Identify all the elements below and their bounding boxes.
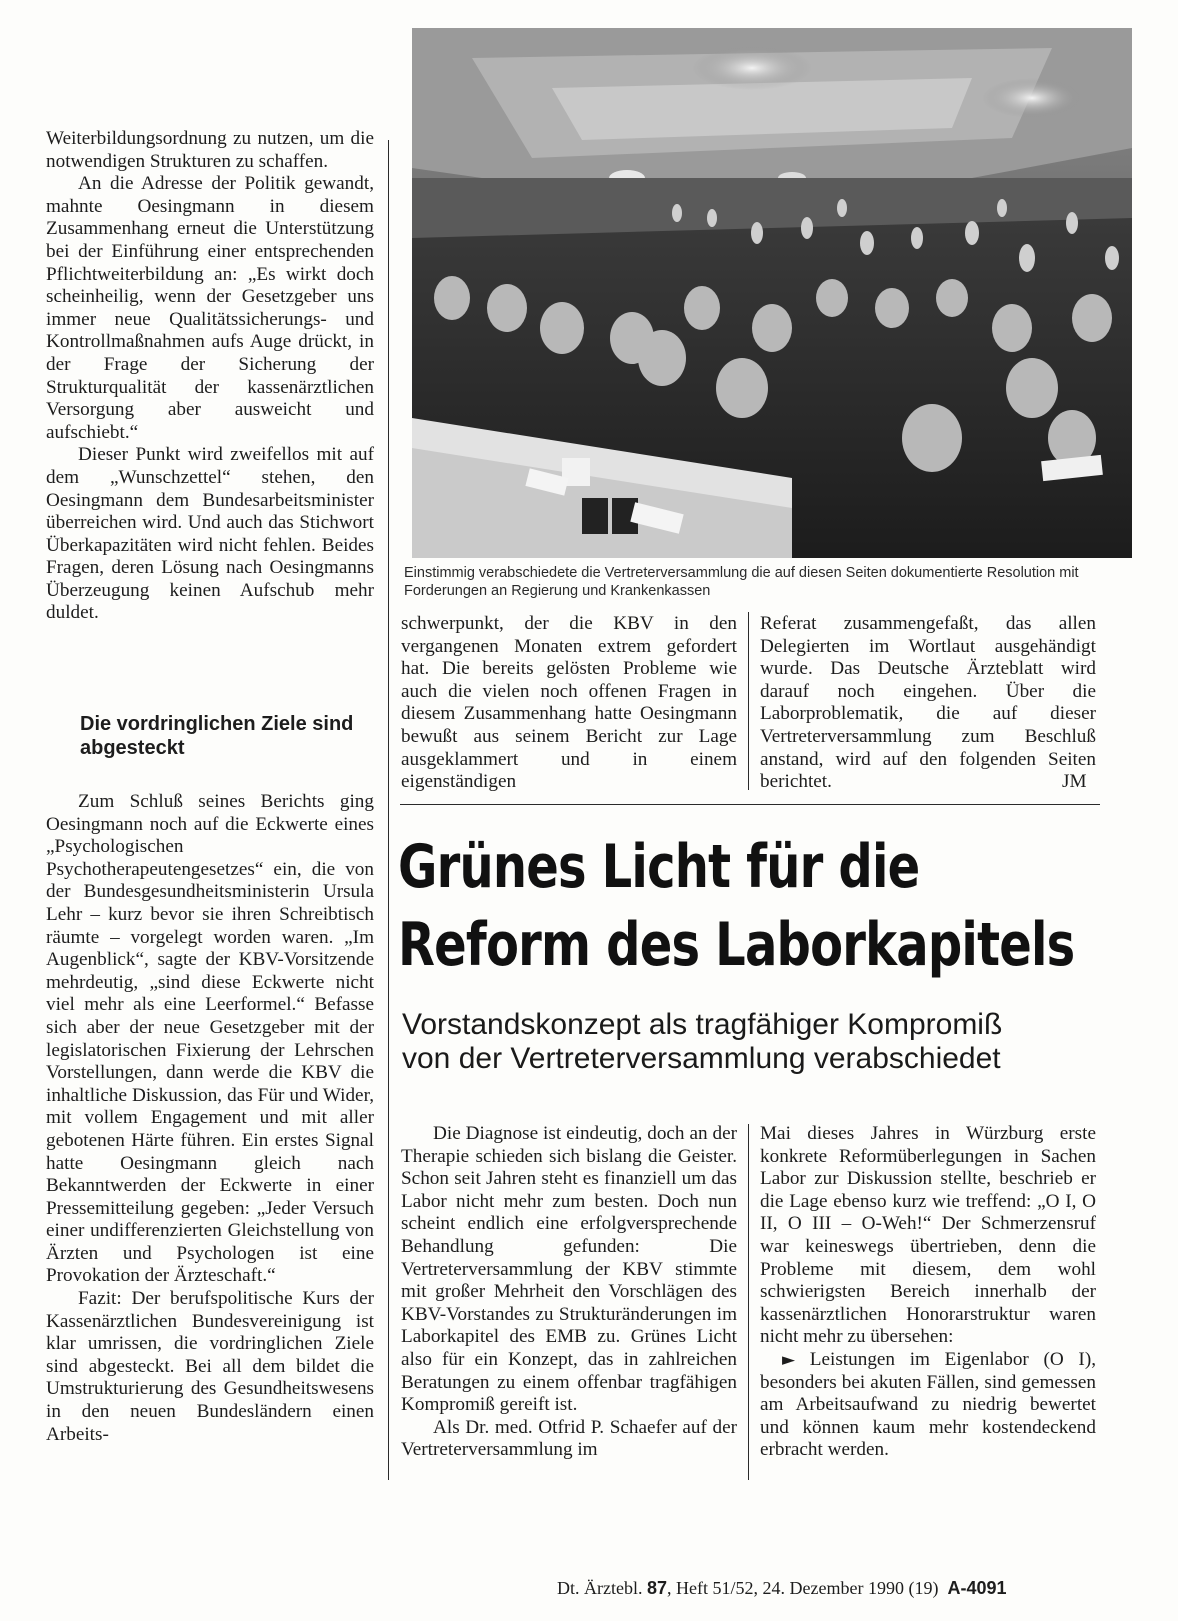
journal-name: Dt. Ärztebl.	[557, 1578, 643, 1598]
column-rule	[748, 612, 749, 790]
issue-info: , Heft 51/52, 24. Dezember 1990 (19)	[667, 1578, 939, 1598]
photo-caption: Einstimmig verabschiedete die Vertreterversammlung die auf diesen Seiten dokumentierte Resolution mit Forderungen an Regierung und Krankenkassen	[404, 565, 1079, 599]
left-column	[46, 128, 374, 625]
paragraph: Die Diagnose ist eindeutig, doch an der Therapie schieden sich bislang die Geister. Schon seit Jahren steht es finanziell um das Labor nicht mehr zum besten. Doch nun scheint endlich eine erfolgversprechende Behandlung gefunden: Die Vertreterversammlung der KBV stimmte mit großer Mehrheit den Vorschlägen des KBV-Vorstandes zu Strukturänderungen im Laborkapitel des EMB zu. Grünes Licht also für ein Konzept, das in zahlreichen Beratungen zu einem offenbar tragfähigen Kompromiß gereift ist.	[401, 1123, 737, 1416]
page-footer	[557, 1578, 1007, 1599]
page-number: A-4091	[947, 1578, 1007, 1598]
paragraph: Zum Schluß seines Berichts ging Oesingmann noch auf die Eckwerte eines „Psychologischen Psychotherapeutengesetzes“ ein, die von der Bundesgesundheitsministerin Ursula Lehr – kurz bevor sie ihren Schreibtisch räumte – vorgelegt worden waren. „Im Augenblick“, sagte der KBV-Vorsitzende mehrdeutig, „sind diese Eckwerte nicht viel mehr als eine Leerformel.“ Befasse sich aber der neue Gesetzgeber mit der legislatorischen Fixierung der Lehrschen Vorstellungen, dann werde die KBV die inhaltliche Diskussion, das Für und Wider, mit vollem Engagement und mit aller gebotenen Härte führen. Ein erstes Signal hatte Oesingmann gleich nach Bekanntwerden der Eckwerte in einer Pressemitteilung gegeben: „Jeder Versuch einer undifferenzierten Gleichstellung von Ärzten und Psychologen ist eine Provokation der Ärzteschaft.“	[46, 791, 374, 1287]
deck-line-1: Vorstandskonzept als tragfähiger Kompromiß	[402, 1008, 1003, 1041]
paragraph: schwerpunkt, der die KBV in den vergangenen Monaten extrem gefordert hat. Die bereits gelösten Probleme wie auch die vielen noch offenen Fragen in diesem Zusammenhang hatte Oesingmann bewußt aus seinem Bericht zur Lage ausgeklammert und in einem eigenständigen	[401, 613, 737, 793]
paragraph: Mai dieses Jahres in Würzburg erste konkrete Reformüberlegungen in Sachen Labor zur Diskussion stellte, beschrieb er die Lage ebenso kurz wie treffend: „O I, O II, O III – O-Weh!“ Der Schmerzensruf war keineswegs übertrieben, denn die Probleme mit diesem, dem wohl schwierigsten Bereich innerhalb der kassenärztlichen Honorarstruktur waren nicht mehr zu übersehen:	[760, 1123, 1096, 1348]
right-column-top	[760, 613, 1096, 794]
article-middle-column	[401, 1123, 737, 1462]
deck-line-2: von der Vertreterversammlung verabschiedet	[402, 1042, 1001, 1075]
author-initials: JM	[1062, 771, 1087, 792]
assembly-photo	[412, 28, 1132, 558]
paragraph: Referat zusammengefaßt, das allen Delegierten im Wortlaut ausgehändigt wurde. Das Deutsche Ärzteblatt wird darauf noch eingehen. Über die Laborproblematik, die auf dieser Vertreterversammlung zum Beschluß anstand, wird auf den folgenden Seiten berichtet.	[760, 613, 1096, 793]
paragraph: Dieser Punkt wird zweifellos mit auf dem „Wunschzettel“ stehen, den Oesingmann dem Bundesarbeitsminister überreichen wird. Und auch das Stichwort Überkapazitäten wird nicht fehlen. Beides Fragen, deren Lösung nach Oesingmanns Überzeugung keinen Aufschub mehr duldet.	[46, 444, 374, 624]
left-column-continued	[46, 791, 374, 1446]
bullet-arrow-icon: ►	[782, 1349, 796, 1370]
photo-illustration	[412, 28, 1132, 558]
volume-number: 87	[646, 1578, 668, 1598]
headline-line-1: Grünes Licht für die	[398, 832, 920, 902]
paragraph: Als Dr. med. Otfrid P. Schaefer auf der Vertreterversammlung im	[401, 1416, 737, 1461]
paragraph: An die Adresse der Politik gewandt, mahnte Oesingmann in diesem Zusammenhang erneut die Unterstützung bei der Einführung einer entsprechenden Pflichtweiterbildung an: „Es wirkt doch scheinheilig, wenn der Gesetzgeber uns immer neue Qualitätssicherungs- und Kontrollmaßnahmen aufs Auge drückt, in der Frage der Sicherung der Strukturqualität der kassenärztlichen Versorgung aber ausweicht und aufschiebt.“	[46, 173, 374, 443]
bullet-item	[760, 1349, 1096, 1462]
subheading: Die vordringlichen Ziele sind abgesteckt	[80, 713, 354, 759]
middle-column-top	[401, 613, 737, 794]
column-rule	[388, 140, 389, 1480]
headline-line-2: Reform des Laborkapitels	[398, 910, 1075, 980]
column-rule	[748, 1124, 749, 1480]
article-right-column	[760, 1123, 1096, 1462]
paragraph: Weiterbildungsordnung zu nutzen, um die notwendigen Strukturen zu schaffen.	[46, 128, 374, 172]
section-rule	[400, 804, 1100, 805]
bullet-text: Leistungen im Eigenlabor (O I), besonders bei akuten Fällen, sind gemessen am Arbeitsaufwand zu niedrig bewertet und können kaum mehr kostendeckend erbracht werden.	[760, 1348, 1097, 1461]
paragraph: Fazit: Der berufspolitische Kurs der Kassenärztlichen Bundesvereinigung ist klar umrissen, die vordringlichen Ziele sind abgesteckt. Bei all dem bildet die Umstrukturierung des Gesundheitswesens in den neuen Bundesländern einen Arbeits-	[46, 1288, 374, 1445]
